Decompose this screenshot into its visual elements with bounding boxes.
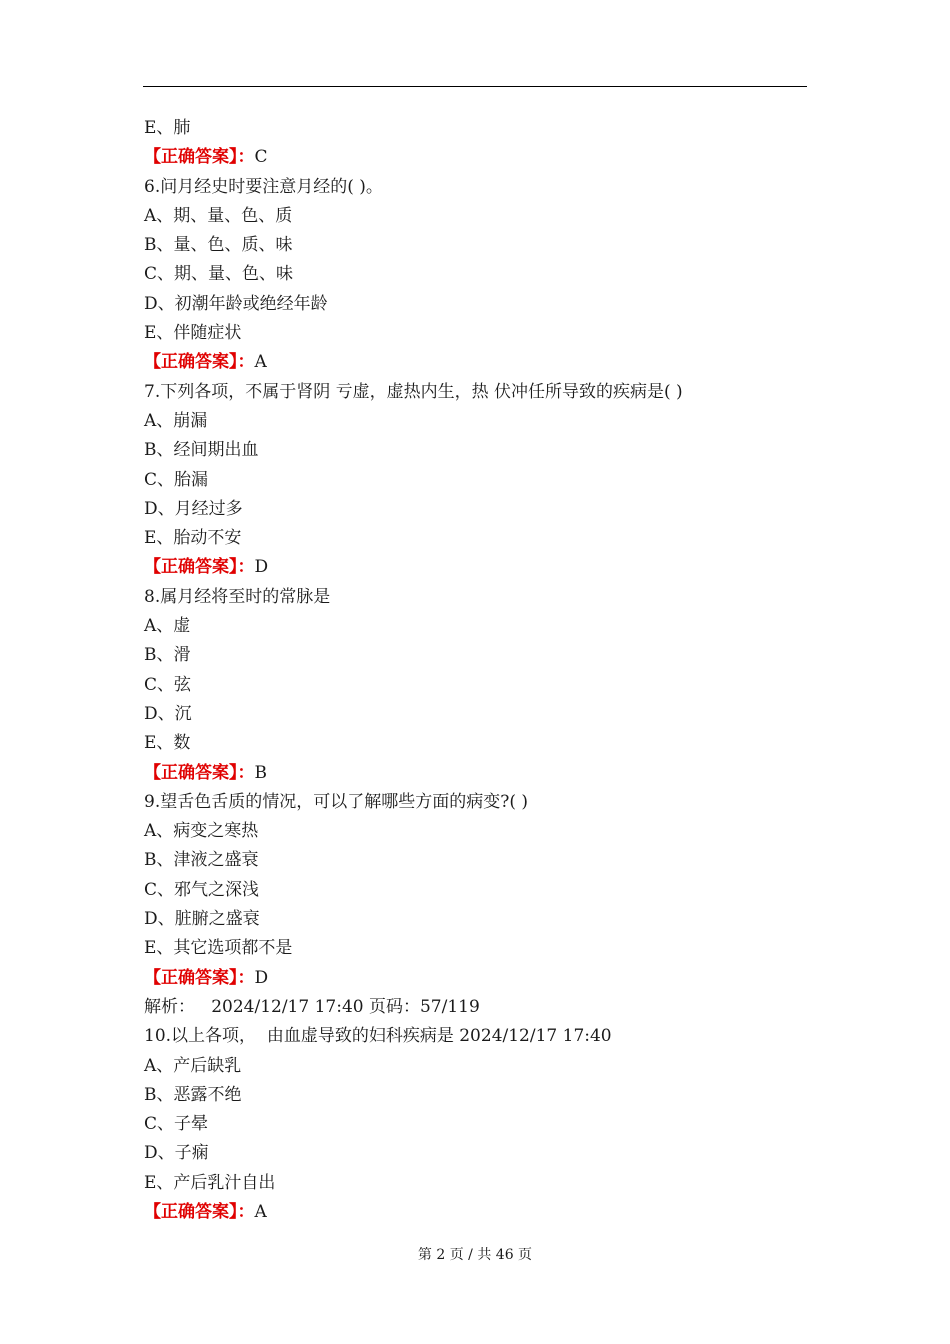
option-line: D、脏腑之盛衰 xyxy=(144,909,260,930)
answer-line xyxy=(144,1198,824,1227)
option-line: B、量、色、质、味 xyxy=(144,235,293,256)
answer-label: 【正确答案】： xyxy=(144,352,255,373)
question-stem: 9.望舌色舌质的情况，可以了解哪些方面的病变?( ) xyxy=(144,791,529,812)
option-line: D、月经过多 xyxy=(144,498,243,519)
option-line: A、崩漏 xyxy=(144,410,208,431)
answer-value: D xyxy=(254,967,269,988)
option-line: B、经间期出血 xyxy=(144,440,259,461)
header-rule xyxy=(143,86,807,87)
option-line: C、邪气之深浅 xyxy=(144,879,260,900)
answer-label: 【正确答案】： xyxy=(144,557,255,578)
option-line: C、子晕 xyxy=(144,1114,209,1135)
answer-line xyxy=(144,143,824,172)
answer-line xyxy=(144,964,824,993)
option-line: B、恶露不绝 xyxy=(144,1084,242,1105)
option-line: C、期、量、色、味 xyxy=(144,264,294,285)
option-line: B、滑 xyxy=(144,645,191,666)
question-stem: 6.问月经史时要注意月经的( )。 xyxy=(144,176,383,197)
option-line: E、其它选项都不是 xyxy=(144,938,293,959)
question-stem: 7.下列各项，不属于肾阴 亏虚，虚热内生，热 伏冲任所导致的疾病是( ) xyxy=(144,381,683,402)
answer-value: A xyxy=(254,1201,267,1222)
option-line: E、伴随症状 xyxy=(144,323,242,344)
analysis-line: 解析： 2024/12/17 17:40 页码：57/119 xyxy=(144,996,480,1017)
answer-line xyxy=(144,759,824,788)
option-line: E、数 xyxy=(144,733,191,754)
answer-line xyxy=(144,553,824,582)
answer-value: C xyxy=(254,147,268,168)
answer-value: B xyxy=(254,762,267,783)
question-stem: 10.以上各项， 由血虚导致的妇科疾病是 2024/12/17 17:40 xyxy=(144,1026,612,1047)
page-footer: 第 2 页 / 共 46 页 xyxy=(417,1247,533,1263)
option-line: D、子痫 xyxy=(144,1143,209,1164)
option-line: D、沉 xyxy=(144,703,192,724)
option-line: C、胎漏 xyxy=(144,469,209,490)
option-line: D、初潮年龄或绝经年龄 xyxy=(144,293,328,314)
option-line: A、虚 xyxy=(144,616,191,637)
question-list xyxy=(144,114,824,1227)
answer-value: D xyxy=(254,557,269,578)
answer-label: 【正确答案】： xyxy=(144,1201,255,1222)
option-line: B、津液之盛衰 xyxy=(144,850,259,871)
answer-label: 【正确答案】： xyxy=(144,967,255,988)
option-line: A、产后缺乳 xyxy=(144,1055,242,1076)
option-line: E、产后乳汁自出 xyxy=(144,1172,276,1193)
question-stem: 8.属月经将至时的常脉是 xyxy=(144,586,331,607)
option-line: A、病变之寒热 xyxy=(144,821,259,842)
option-line: E、胎动不安 xyxy=(144,528,242,549)
option-line: C、弦 xyxy=(144,674,192,695)
option-line: E、肺 xyxy=(144,118,191,138)
option-line: A、期、量、色、质 xyxy=(144,205,293,226)
answer-value: A xyxy=(254,352,267,373)
answer-line xyxy=(144,348,824,377)
answer-label: 【正确答案】： xyxy=(144,762,255,783)
answer-label: 【正确答案】： xyxy=(144,147,255,168)
